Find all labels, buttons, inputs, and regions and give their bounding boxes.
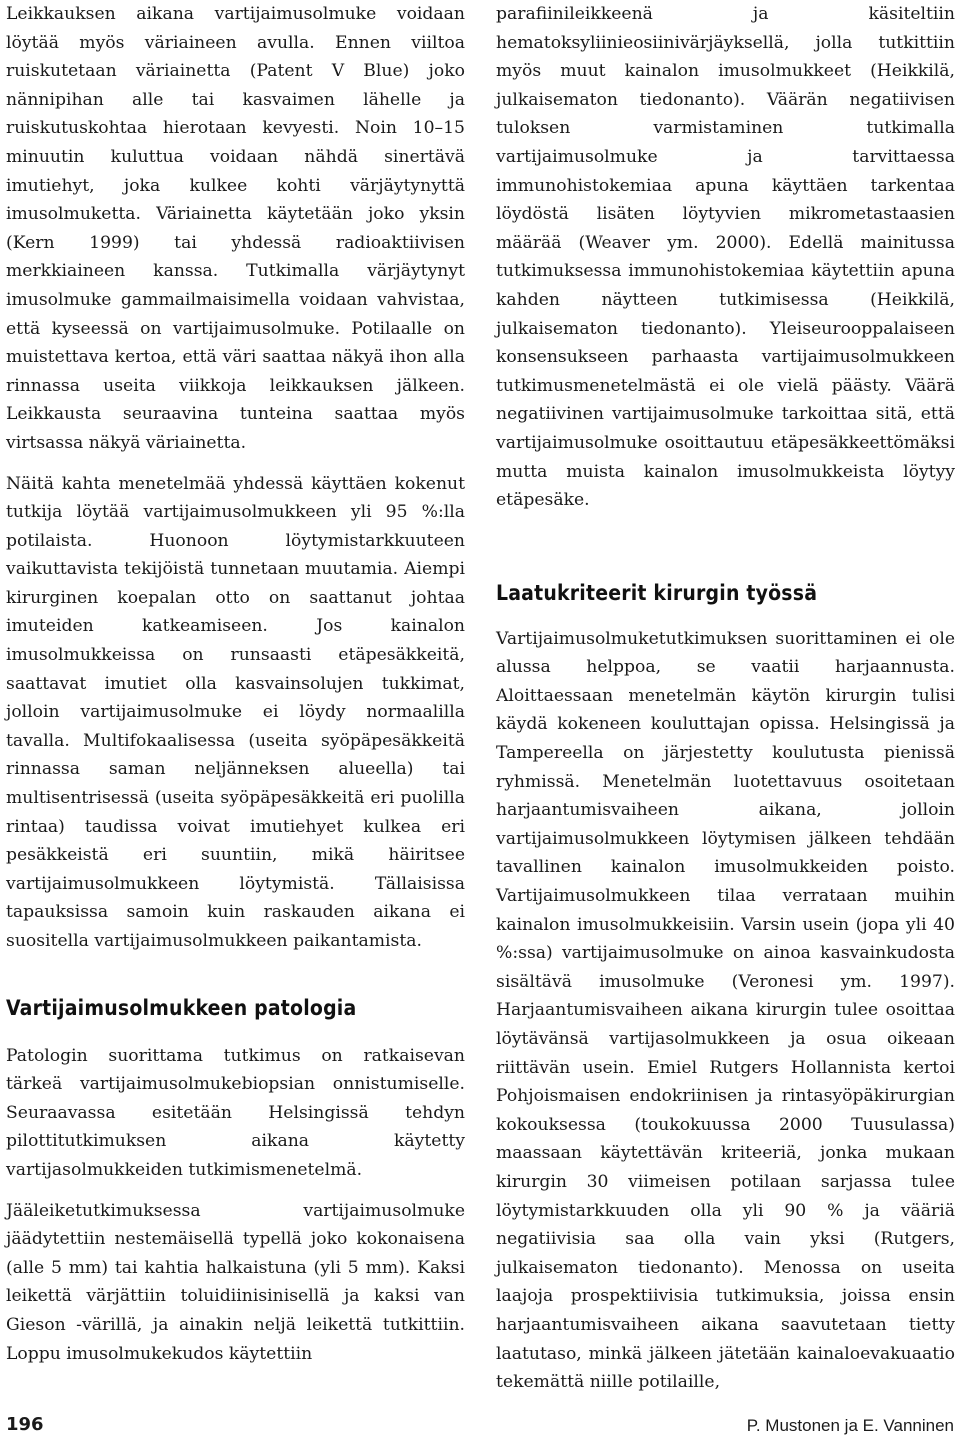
running-footer-authors: P. Mustonen ja E. Vanninen [746,1416,954,1435]
paragraph: Näitä kahta menetelmää yhdessä käyttäen kokenut tutkija löytää vartijaimusolmukkeen yli 95 %:lla potilaista. Huonoon löytymistarkkuuteen vaikuttavista tekijöistä tunnetaan muutamia. Aiempi kirurginen koepalan otto on saattanut johtaa imuteiden katkeamiseen. Jos kainalon imusolmukkeissa on runsaasti etäpesäkkeitä, saattavat imutiet olla kasvainsolujen tukkimat, jolloin vartijaimusolmuke ei löydy normaalilla tavalla. Multifokaalisessa (useita syöpäpesäkkeitä rinnassa saman neljänneksen alueella) tai multisentrisessä (useita syöpäpesäkkeitä eri puolilla rintaa) taudissa voivat imutiehyet kulkea eri pesäkkeistä eri suuntiin, mikä häiritsee vartijaimusolmukkeen löytymistä. Tällaisissa tapauksissa samoin kuin raskauden aikana ei suositella vartijaimusolmukkeen paikantamista. [6,473,465,951]
paragraph: parafiinileikkeenä ja käsiteltiin hematoksyliinieosiinivärjäyksellä, jolla tutkittiin myös muut kainalon imusolmukkeet (Heikkilä, julkaisematon tiedonanto). Väärän negatiivisen tuloksen varmistaminen tutkimalla vartijaimusolmuke ja tarvittaessa immunohistokemiaa apuna käyttäen tarkentaa löydöstä lisäten löytyvien mikrometastaasien määrää (Weaver ym. 2000). Edellä mainitussa tutkimuksessa immunohistokemiaa käytettiin apuna kahden näytteen tutkimisessa (Heikkilä, julkaisematon tiedonanto). Yleiseurooppalaiseen konsensukseen parhaasta vartijaimusolmukkeen tutkimusmenetelmästä ei ole vielä päästy. Väärä negatiivinen vartijaimusolmuke tarkoittaa sitä, että vartijaimusolmuke osoittautuu etäpesäkkeettömäksi mutta muista kainalon imusolmukkeista löytyy etäpesäke. [496,4,955,511]
paragraph: Patologin suorittama tutkimus on ratkaisevan tärkeä vartijaimusolmukebiopsian onnistumiselle. Seuraavassa esitetään Helsingissä tehdyn pilottitutkimuksen aikana käytetty vartijasolmukkeiden tutkimismenetelmä. [6,1045,465,1180]
section-heading: Vartijaimusolmukkeen patologia [6,995,357,1020]
page-number: 196 [6,1414,44,1435]
right-column [496,0,955,1397]
paragraph: Jääleiketutkimuksessa vartijaimusolmuke jäädytettiin nestemäisellä typellä joko kokonaisena (alle 5 mm) tai kahtia halkaistuna (yli 5 mm). Kaksi leikettä värjättiin toluidiinisinisellä ja kaksi van Gieson -värillä, ja ainakin neljä leikettä tutkittiin. Loppu imusolmukekudos käytettiin [6,1200,465,1364]
section-heading: Laatukriteerit kirurgin työssä [496,580,818,605]
left-column [6,0,465,1368]
paragraph: Vartijaimusolmuketutkimuksen suorittaminen ei ole alussa helppoa, se vaatii harjaannusta. Aloittaessaan menetelmän käytön kirurgin tulisi käydä kokeneen kouluttajan opissa. Helsingissä ja Tampereella on järjestetty koulutusta pienissä ryhmissä. Menetelmän luotettavuus osoitetaan harjaantumisvaiheen aikana, jolloin vartijaimusolmukkeen löytymisen jälkeen tehdään tavallinen kainalon imusolmukkeiden poisto. Vartijaimusolmukkeen tilaa verrataan muihin kainalon imusolmukkeisiin. Varsin usein (jopa yli 40 %:ssa) vartijaimusolmuke on ainoa kasvainkudosta sisältävä imusolmuke (Veronesi ym. 1997). Harjaantumisvaiheen aikana kirurgin tulee osoittaa löytävänsä vartijasolmukkeen ja osua oikeaan riittävän usein. Emiel Rutgers Hollannista kertoi Pohjoismaisen endokriinisen ja rintasyöpäkirurgian kokouksessa (toukokuussa 2000 Tuusulassa) maassaan käytettävän kriteeriä, jonka mukaan kirurgin 30 viimeisen potilaan sarjassa tulee löytymistarkkuuden olla yli 90 % ja vääriä negatiivisia saa olla vain yksi (Rutgers, julkaisematon tiedonanto). Menossa on useita laajoja prospektiivisia tutkimuksia, joissa ensin harjaantumisvaiheen aikana saavutetaan tietty laatutaso, minkä jälkeen jätetään kainaloevakuaatio tekemättä niille potilaille, [496,628,955,1393]
paragraph: Leikkauksen aikana vartijaimusolmuke voidaan löytää myös väriaineen avulla. Ennen viiltoa ruiskutetaan väriainetta (Patent V Blue) joko nännipihan alle tai kasvaimen lähelle ja ruiskutuskohtaa hierotaan kevyesti. Noin 10–15 minuutin kuluttua voidaan nähdä sinertävä imutiehyt, joka kulkee kohti värjäytynyttä imusolmuketta. Väriainetta käytetään joko yksin (Kern 1999) tai yhdessä radioaktiivisen merkkiaineen kanssa. Tutkimalla värjäytynyt imusolmuke gammailmaisimella voidaan vahvistaa, että kyseessä on vartijaimusolmuke. Potilaalle on muistettava kertoa, että väri saattaa näkyä ihon alla rinnassa useita viikkoja leikkauksen jälkeen. Leikkausta seuraavina tunteina saattaa myös virtsassa näkyä väriainetta. [6,4,465,453]
